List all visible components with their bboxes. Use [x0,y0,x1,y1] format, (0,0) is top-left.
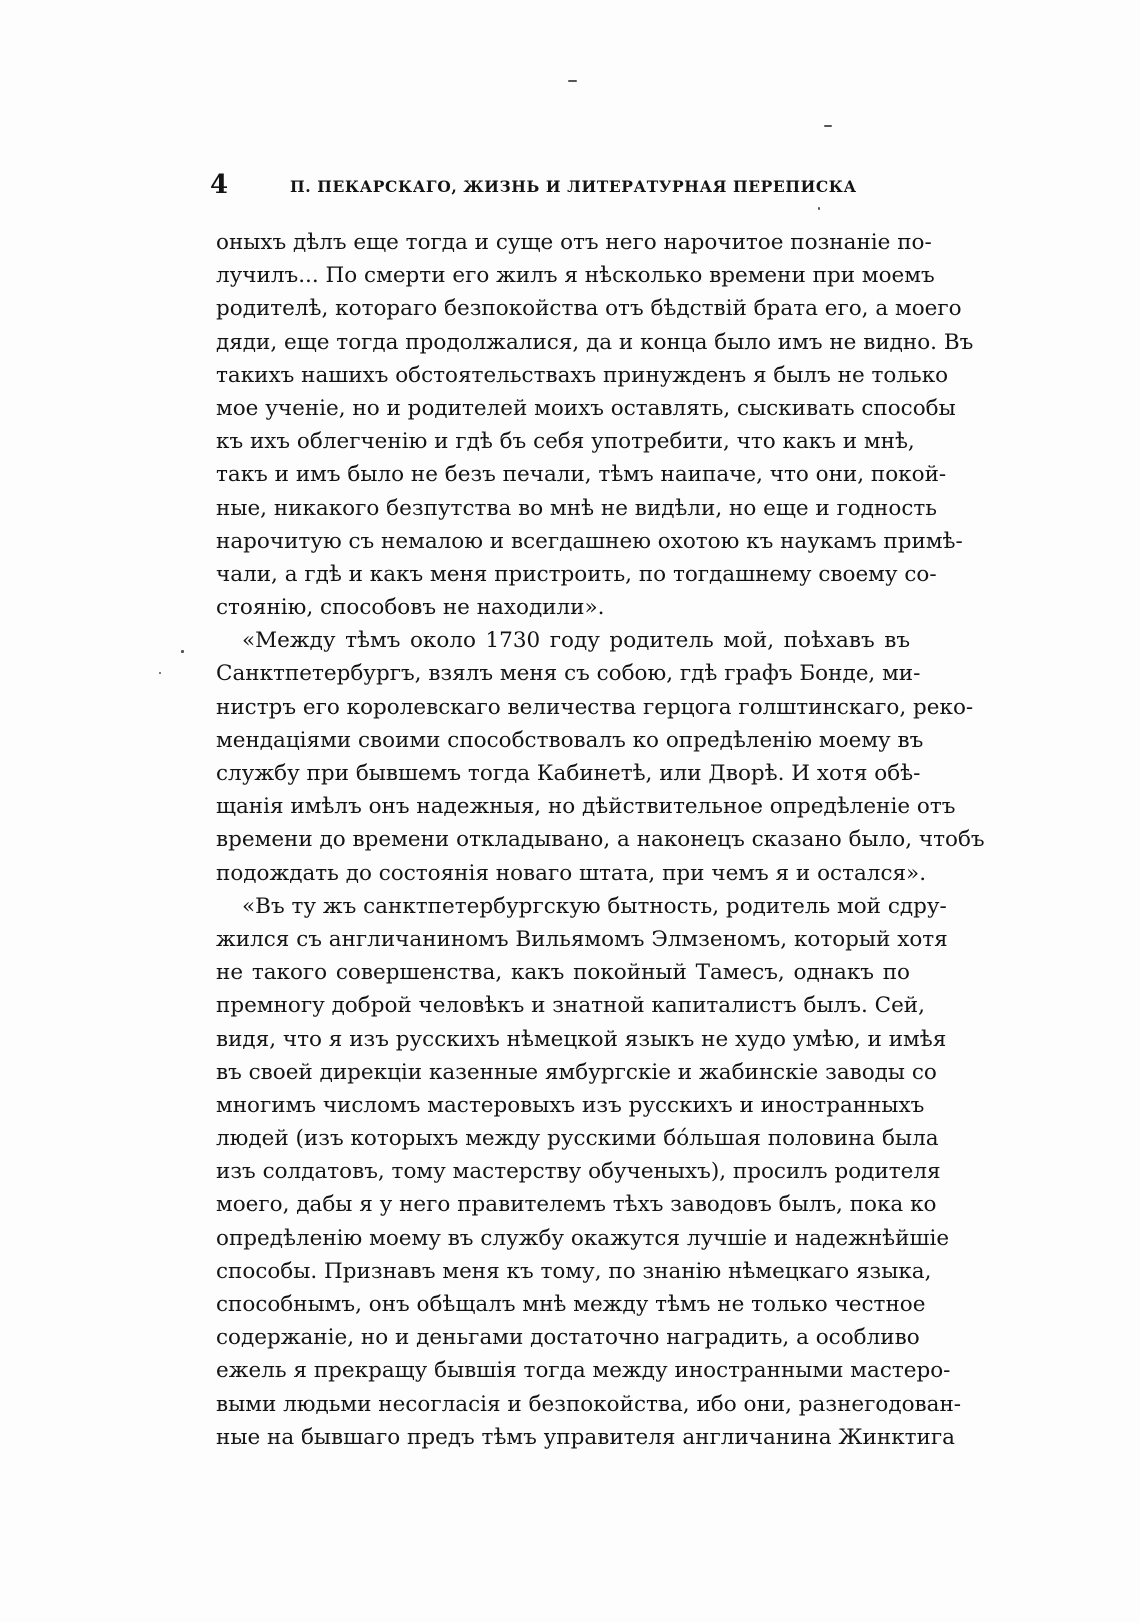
paragraph-3 [216,890,962,1454]
text-line: подождать до состоянія новаго штата, при чемъ я и остался». [216,860,927,886]
text-line: къ ихъ облегченію и гдѣ бъ себя употребити, что какъ и мнѣ, [216,429,915,455]
text-line: способнымъ, онъ обѣщалъ мнѣ между тѣмъ не только честное [216,1292,926,1317]
text-line: щанія имѣлъ онъ надежныя, но дѣйствительное опредѣленіе отъ [216,794,956,820]
text-line: нарочитую съ немалою и всегдашнею охотою къ наукамъ примѣ- [216,528,963,554]
text-line: не такого совершенства, какъ покойный Тамесъ, однакъ по [216,960,910,986]
text-line: чали, а гдѣ и какъ меня пристроить, по тогдашнему своему со- [216,561,937,587]
text-line: способы. Признавъ меня къ тому, по знанію нѣмецкаго языка, [216,1258,932,1284]
text-line: содержаніе, но и деньгами достаточно наградить, а особливо [216,1325,920,1351]
text-line: нистръ его королевскаго величества герцога голштинскаго, реко- [216,694,974,720]
text-line: жился съ англичаниномъ Вильямомъ Элмзеномъ, который хотя [216,926,948,952]
text-line: такихъ нашихъ обстоятельствахъ принужденъ я былъ не только [216,362,949,388]
text-line: стоянію, способовъ не находили». [216,595,605,621]
text-line: «Между тѣмъ около 1730 году родитель мой, поѣхавъ въ [242,628,910,654]
text-line: мендаціями своими способствовалъ ко опредѣленію моему въ [216,727,924,753]
text-line: видя, что я изъ русскихъ нѣмецкой языкъ не худо умѣю, и имѣя [216,1026,947,1052]
text-line: людей (изъ которыхъ между русскими бóльшая половина была [216,1126,939,1152]
paragraph-2 [216,624,985,890]
text-line: многимъ числомъ мастеровыхъ изъ русскихъ и иностранныхъ [216,1092,925,1118]
body-text [216,226,985,1454]
text-line: ежель я прекращу бывшія тогда между иностранными мастеро- [216,1358,951,1384]
text-line: моего, дабы я у него правителемъ тѣхъ заводовъ былъ, пока ко [216,1192,937,1218]
scan-speck [159,672,161,674]
text-line: «Въ ту жъ санктпетербургскую бытность, родитель мой сдру- [242,893,947,919]
text-line: оныхъ дѣлъ еще тогда и суще отъ него нарочитое познаніе по- [216,230,932,255]
text-line: ные на бывшаго предъ тѣмъ управителя англичанина Жинктига [216,1424,955,1450]
text-line: дяди, еще тогда продолжалися, да и конца было имъ не видно. Въ [216,329,974,355]
text-line: лучилъ... По смерти его жилъ я нѣсколько времени при моемъ [216,263,935,289]
scan-speck [824,125,832,127]
text-line: службу при бывшемъ тогда Кабинетѣ, или Дворѣ. И хотя обѣ- [216,761,921,786]
running-head [210,170,910,206]
text-line: ные, никакого безпутства во мнѣ не видѣли, но еще и годность [216,495,937,521]
text-line: времени до времени откладывано, а наконецъ сказано было, чтобъ [216,827,985,853]
text-line: опредѣленію моему въ службу окажутся лучшіе и надежнѣйшіе [216,1225,950,1251]
scan-speck [181,650,184,653]
running-head-title: П. ПЕКАРСКАГО, ЖИЗНЬ И ЛИТЕРАТУРНАЯ ПЕРЕПИСКА [290,177,857,196]
text-line: изъ солдатовъ, тому мастерству обученыхъ), просилъ родителя [216,1159,941,1185]
text-line: такъ и имъ было не безъ печали, тѣмъ наипаче, что они, покой- [216,462,947,488]
scan-speck [568,80,577,82]
page-number: 4 [210,170,230,200]
text-line: родителѣ, котораго безпокойства отъ бѣдствій брата его, а моего [216,296,962,322]
paragraph-1 [216,226,974,624]
text-line: выми людьми несогласія и безпокойства, ибо они, разнегодован- [216,1391,962,1417]
text-line: въ своей дирекціи казенные ямбургскіе и жабинскіе заводы со [216,1059,937,1085]
text-line: премногу доброй человѣкъ и знатной капиталистъ былъ. Сей, [216,993,925,1019]
text-line: Санктпетербургъ, взялъ меня съ собою, гдѣ графъ Бонде, ми- [216,661,921,687]
scan-speck [818,207,820,210]
text-line: мое ученіе, но и родителей моихъ оставлять, сыскивать способы [216,395,956,421]
